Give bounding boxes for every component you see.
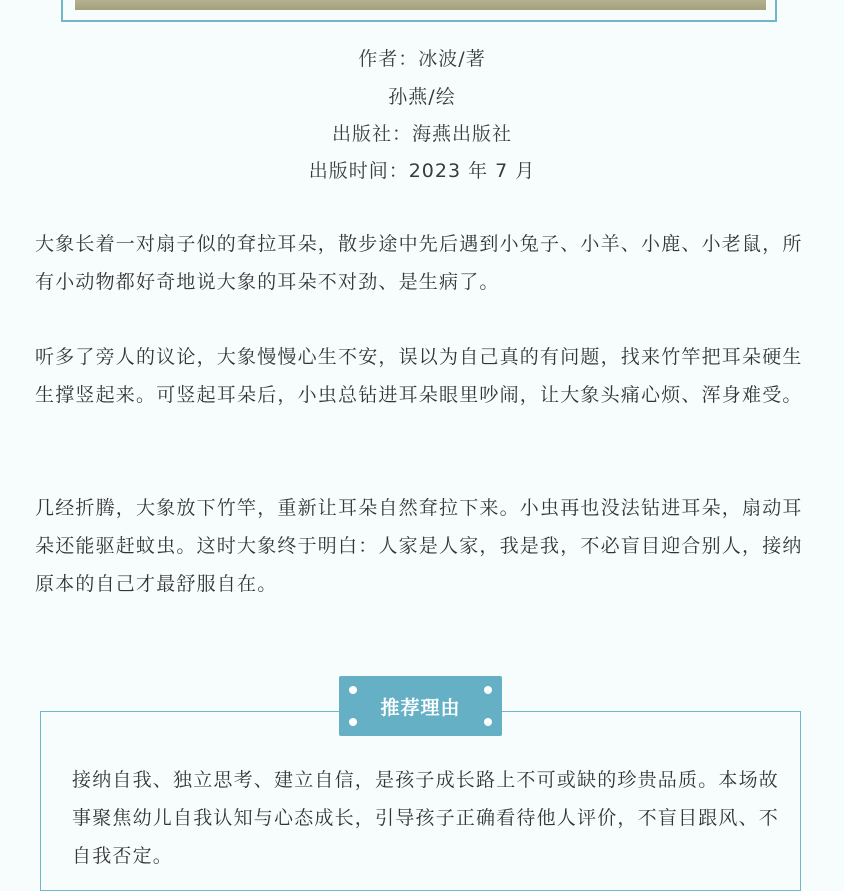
- book-cover-image: [75, 0, 766, 10]
- book-publish-date: 出版时间：2023 年 7 月: [308, 160, 536, 182]
- book-cover-frame: [61, 0, 777, 22]
- recommendation-badge: [339, 676, 502, 736]
- book-illustrator: 孙燕/绘: [388, 86, 456, 108]
- recommendation-text: 接纳自我、独立思考、建立自信，是孩子成长路上不可或缺的珍贵品质。本场故事聚焦幼儿自我认知与心态成长，引导孩子正确看待他人评价，不盲目跟风、不自我否定。: [72, 769, 780, 867]
- recommendation-title: 推荐理由: [380, 697, 461, 719]
- book-author: 作者：冰波/著: [358, 48, 486, 70]
- summary-paragraph-1: 大象长着一对扇子似的耷拉耳朵，散步途中先后遇到小兔子、小羊、小鹿、小老鼠，所有小动物都好奇地说大象的耳朵不对劲、是生病了。: [35, 233, 803, 293]
- summary-paragraph-3: 几经折腾，大象放下竹竿，重新让耳朵自然耷拉下来。小虫再也没法钻进耳朵，扇动耳朵还能驱赶蚊虫。这时大象终于明白：人家是人家，我是我，不必盲目迎合别人，接纳原本的自己才最舒服自在。: [35, 497, 803, 595]
- summary-paragraph-2: 听多了旁人的议论，大象慢慢心生不安，误以为自己真的有问题，找来竹竿把耳朵硬生生撑竖起来。可竖起耳朵后，小虫总钻进耳朵眼里吵闹，让大象头痛心烦、浑身难受。: [35, 346, 803, 406]
- book-publisher: 出版社：海燕出版社: [331, 123, 512, 145]
